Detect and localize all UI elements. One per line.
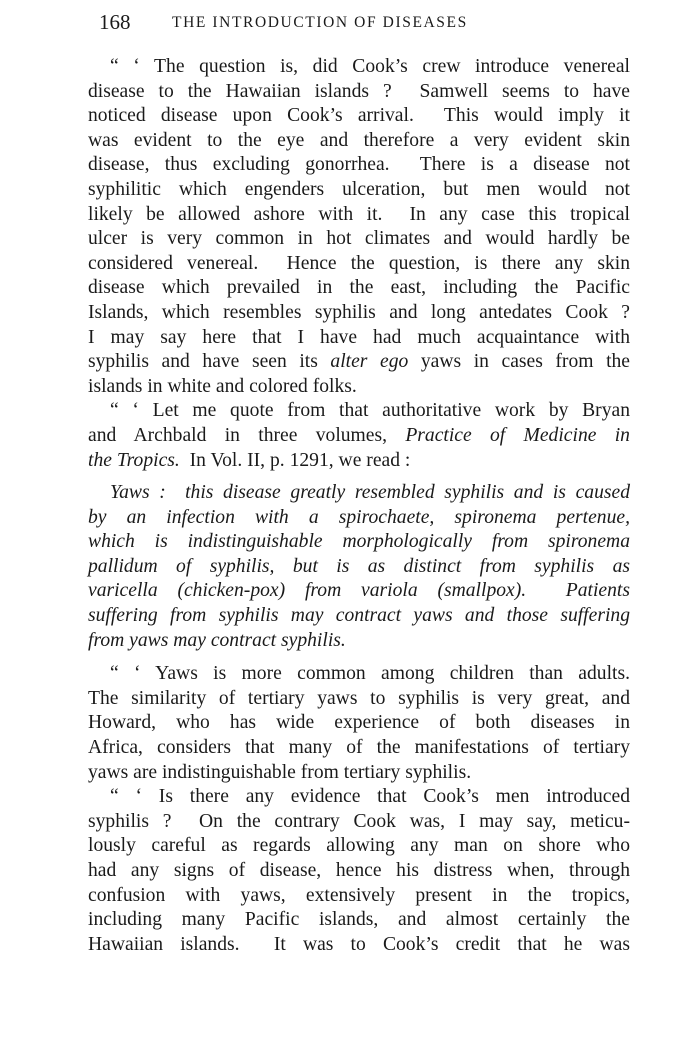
text-segment: “ ‘ Yaws is more common among children than adults. [110,663,630,685]
text-segment: likely be allowed ashore with it. In any case this tropical [88,203,630,225]
text-segment: syphilis ? On the contrary Cook was, I may say, meticu- [88,810,630,832]
text-segment: “ ‘ Is there any evidence that Cook’s men introduced [110,786,630,808]
text-line [88,80,630,105]
text-line [88,104,630,129]
text-line [88,481,630,506]
italic-text: varicella (chicken-pox) from variola (smallpox). Patients [88,580,630,602]
text-segment: was evident to the eye and therefore a very evident skin [88,129,630,151]
text-line [88,662,630,687]
text-line [88,227,630,252]
text-segment: confusion with yaws, extensively present in the tropics, [88,884,630,906]
text-line [88,530,630,555]
text-line [88,908,630,933]
text-segment: islands in white and colored folks. [88,375,357,397]
text-segment: and Archbald in three volumes, [88,424,406,446]
text-line [88,276,630,301]
text-segment: Islands, which resembles syphilis and long antedates Cook ? [88,301,630,323]
text-segment: disease which prevailed in the east, including the Pacific [88,277,630,299]
text-segment: noticed disease upon Cook’s arrival. This would imply it [88,105,630,127]
text-line [88,449,630,474]
text-line [88,687,630,712]
text-line [88,424,630,449]
text-line [88,629,630,654]
italic-text: alter ego [330,351,409,373]
italic-text: which is indistinguishable morphologically from spironema [88,531,630,553]
page-number: 168 [99,10,131,34]
text-block [88,55,630,473]
text-line [88,859,630,884]
text-line [88,736,630,761]
text-segment: disease to the Hawaiian islands ? Samwell seems to have [88,80,630,102]
text-line [88,326,630,351]
italic-text: from yaws may contract syphilis. [88,629,346,651]
text-segment: Hawaiian islands. It was to Cook’s credit that he was [88,933,630,955]
text-line [88,884,630,909]
text-segment: Africa, considers that many of the manifestations of tertiary [88,737,630,759]
text-segment: yaws are indistinguishable from tertiary syphilis. [88,761,472,783]
text-segment: yaws in cases from the [408,351,631,373]
italic-text: the Tropics. [88,449,180,471]
italic-text: Yaws : this disease greatly resembled syphilis and is caused [110,482,630,504]
text-line [88,350,630,375]
text-segment: “ ‘ The question is, did Cook’s crew introduce venereal [110,56,630,77]
text-line [88,933,630,958]
text-line [88,153,630,178]
text-line [88,203,630,228]
text-line [88,129,630,154]
text-line [88,301,630,326]
text-line [88,555,630,580]
italic-text: Practice of Medicine in [405,424,630,446]
text-line [88,711,630,736]
running-title: THE INTRODUCTION OF DISEASES [172,14,468,31]
text-line [88,604,630,629]
text-block [88,662,630,957]
text-line [88,399,630,424]
text-segment: including many Pacific islands, and almost certainly the [88,909,630,931]
italic-text: suffering from syphilis may contract yaws and those suffering [88,605,630,627]
text-line [88,810,630,835]
page-body [88,55,630,957]
text-line [88,785,630,810]
block-quote [88,481,630,653]
text-line [88,761,630,786]
text-line [88,55,630,80]
text-segment: I may say here that I have had much acquaintance with [88,326,630,348]
text-segment: had any signs of disease, hence his distress when, through [88,860,630,881]
italic-text: pallidum of syphilis, but is as distinct from syphilis as [88,555,630,577]
text-line [88,579,630,604]
text-segment: ulcer is very common in hot climates and would hardly be [88,228,630,250]
text-line [88,375,630,400]
text-segment: In Vol. II, p. 1291, we read : [179,449,411,471]
text-segment: syphilitic which engenders ulceration, but men would not [88,178,630,200]
text-segment: lously careful as regards allowing any man on shore who [88,835,630,857]
text-segment: disease, thus excluding gonorrhea. There is a disease not [88,154,630,176]
text-segment: The similarity of tertiary yaws to syphilis is very great, and [88,687,630,709]
text-line [88,834,630,859]
text-line [88,506,630,531]
text-segment: “ ‘ Let me quote from that authoritative work by Bryan [110,400,630,422]
text-segment: Howard, who has wide experience of both diseases in [88,712,630,734]
italic-text: by an infection with a spirochaete, spironema pertenue, [88,506,630,528]
running-header [99,10,559,36]
text-segment: syphilis and have seen its [88,351,331,373]
text-line [88,252,630,277]
text-line [88,178,630,203]
text-segment: considered venereal. Hence the question, is there any skin [88,252,630,274]
